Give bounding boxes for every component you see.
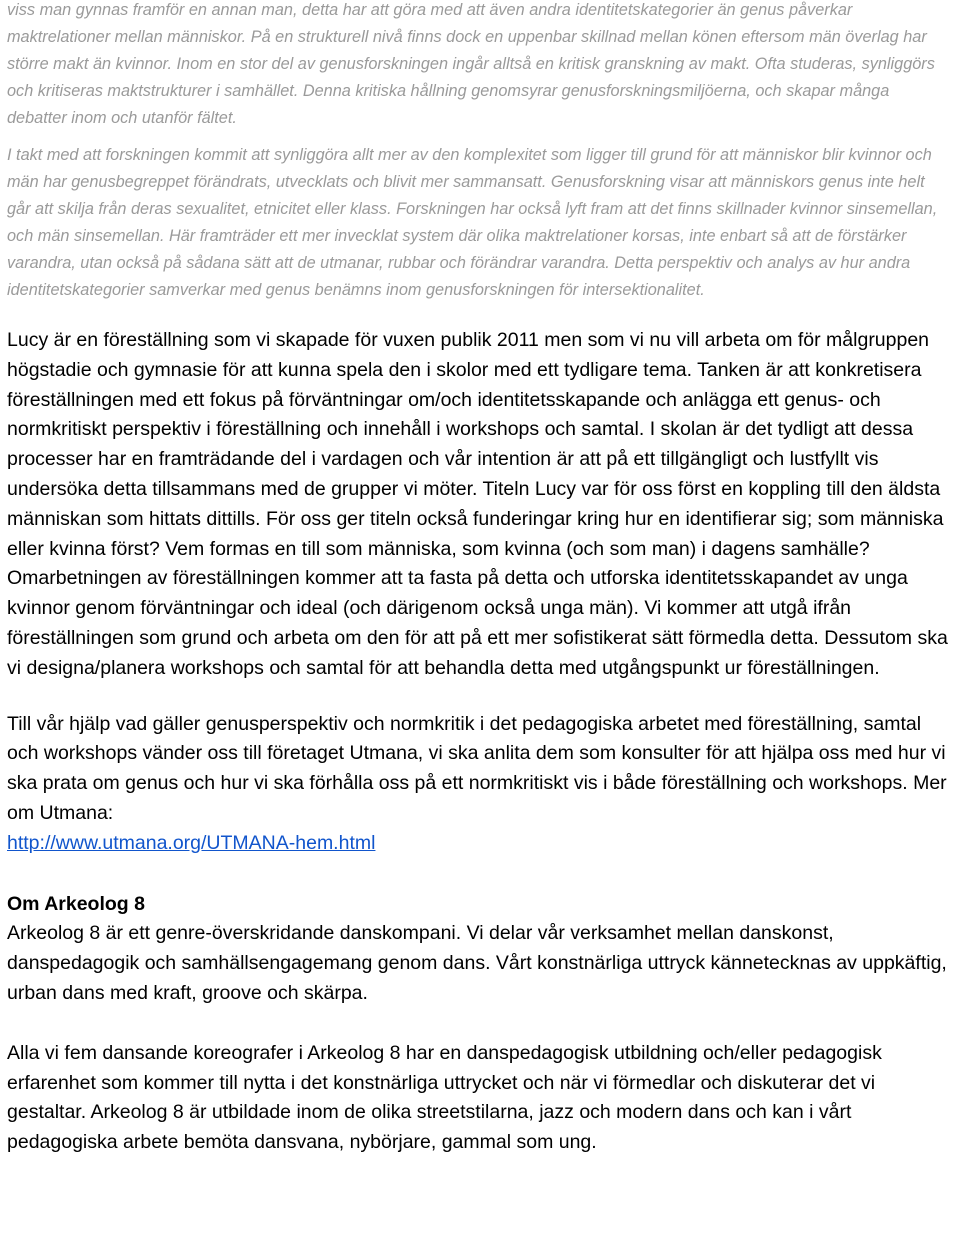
- paragraph-utmana-text: Till vår hjälp vad gäller genusperspektiv och normkritik i det pedagogiska arbetet med föreställning, samtal och workshops vänder oss till företaget Utmana, vi ska anlita dem som konsulter för att hjälpa oss med hur vi ska prata om genus och hur vi ska förhålla oss på ett normkritiskt vis i både föreställning och workshops. Mer om Utmana:: [7, 712, 947, 824]
- quote-paragraph-intersectionality: I takt med att forskningen kommit att synliggöra allt mer av den komplexitet som ligger till grund för att människor blir kvinnor och män har genusbegreppet förändrats, utvecklats och blivit mer sammansatt. Genusforskning visar att människors genus inte helt går att skilja från deras sexualitet, etnicitet eller klass. Forskningen har också lyft fram att det finns skillnader kvinnor sinsemellan, och män sinsemellan. Här framträder ett mer invecklat system där olika maktrelationer korsas, inte enbart så att de förstärker varandra, utan också på sådana sätt att de utmanar, rubbar och förändrar varandra. Detta perspektiv och analys av hur andra identitetskategorier samverkar med genus benämns inom genusforskningen för intersektionalitet.: [7, 146, 938, 299]
- section-heading-arkeolog: Om Arkeolog 8: [7, 892, 145, 915]
- paragraph-utmana: [7, 710, 950, 859]
- paragraph-arkeolog: Arkeolog 8 är ett genre-överskridande danskompani. Vi delar vår verksamhet mellan danskonst, danspedagogik och samhällsengagemang genom dans. Vårt konstnärliga uttryck kännetecknas av uppkäftig, urban dans med kraft, groove och skärpa.: [7, 922, 947, 1004]
- paragraph-lucy: Lucy är en föreställning som vi skapade för vuxen publik 2011 men som vi nu vill arbeta om för målgruppen högstadie och gymnasie för att kunna spela den i skolor med ett tydligare tema. Tanken är att konkretisera föreställningen med ett fokus på förväntningar om/och identitetsskapande och anlägga ett genus- och normkritiskt perspektiv i föreställning och innehåll i workshops och samtal. I skolan är det tydligt att dessa processer har en framträdande del i vardagen och vår intention är att på ett tillgängligt och lustfyllt vis undersöka detta tillsammans med de grupper vi möter. Titeln Lucy var för oss först en koppling till den äldsta människan som hittats dittills. För oss ger titeln också funderingar kring hur en identifierar sig; som människa eller kvinna först? Vem formas en till som människa, som kvinna (och som man) i dagens samhälle? Omarbetningen av föreställningen kommer att ta fasta på detta och utforska identitetsskapandet av unga kvinnor genom förväntningar och ideal (och därigenom också unga män). Vi kommer att utgå ifrån föreställningen som grund och arbeta om den för att på ett mer sofistikerat sätt förmedla detta. Dessutom ska vi designa/planera workshops och samtal för att behandla detta med utgångspunkt ur föreställningen.: [7, 329, 948, 679]
- quote-paragraph-power: viss man gynnas framför en annan man, detta har att göra med att även andra identitetskategorier än genus påverkar maktrelationer mellan människor. På en strukturell nivå finns dock en uppenbar skillnad mellan könen eftersom män överlag har större makt än kvinnor. Inom en stor del av genusforskningen ingår alltså en kritisk granskning av makt. Ofta studeras, synliggörs och kritiseras maktstrukturer i samhället. Denna kritiska hållning genomsyrar genusforskningsmiljöerna, och skapar många debatter inom och utanför fältet.: [7, 1, 935, 127]
- paragraph-koreografer: Alla vi fem dansande koreografer i Arkeolog 8 har en danspedagogisk utbildning och/eller pedagogisk erfarenhet som kommer till nytta i det konstnärliga uttrycket och när vi förmedlar och diskuterar det vi gestaltar. Arkeolog 8 är utbildade inom de olika streetstilarna, jazz och modern dans och kan i vårt pedagogiska arbete bemöta dansvana, nybörjare, gammal som ung.: [7, 1041, 882, 1154]
- utmana-link[interactable]: http://www.utmana.org/UTMANA-hem.html: [7, 831, 376, 854]
